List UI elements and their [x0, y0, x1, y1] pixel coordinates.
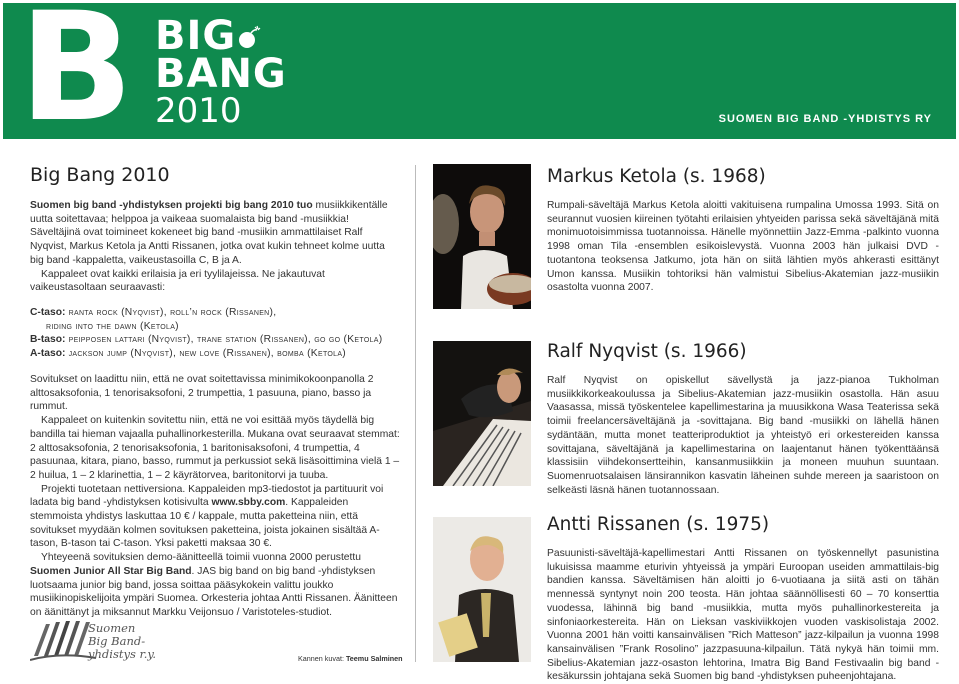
bio-text-ralf-nyqvist: Ralf Nyqvist on opiskellut sävellystä ja jazz-pianoa Tukholman musiikkikorkeakoulussa ja Sibelius-Akatemian jazz-musiikin osastolla. Hän asuu Vaasassa, missä työskentelee kapellimestarina ja muusikkona Wasa Teaterissa sekä toimii freelancersäveltäjänä ja -sovittajana. Big band -musiikki on lähellä hänen sydäntään, mutta monet teatteriproduktiot ja yhteistyö eri orkestereiden kanssa sovittajana, säveltäjänä ja kapellimestarina on laajentanut hänen työkenttäänsä klassisiin viihdekonsertteihin, kansanmusiikkiin ja moneen muuhun suuntaan. Suomenruotsalaisen länsirannikon kasvatin läheinen suhde mereen ja saaristoon on selkeästi läsnä hänen tuotannossaan.: [547, 375, 939, 496]
intro-section: [30, 199, 400, 295]
download-text: Projekti tuotetaan nettiversiona. Kappaleiden mp3-tiedostot ja partituurit voi ladata big band -yhdistyksen kotisivulta: [30, 483, 384, 509]
header-banner: [3, 0, 956, 155]
credit-name: Teemu Salminen: [345, 654, 403, 663]
logo-text-line3: yhdistys r.y.: [88, 647, 157, 661]
column-divider: [415, 165, 416, 662]
logo-text-line1: Suomen: [88, 621, 136, 635]
paragraph-levels: Kappaleet ovat kaikki erilaisia ja eri tyylilajeissa. Ne jakautuvat vaikeustasoltaan seuraavasti:: [30, 268, 325, 294]
intro-paragraph: [30, 199, 400, 268]
photo-ralf-nyqvist: [433, 341, 531, 486]
logo-text-line2: Big Band-: [88, 634, 146, 648]
logo-year: 2010: [155, 91, 242, 131]
level-b: [30, 333, 398, 347]
logo-line-bang: BANG: [155, 51, 287, 97]
bio-title-ralf-nyqvist: Ralf Nyqvist (s. 1966): [547, 341, 747, 362]
bio-title-antti-rissanen: Antti Rissanen (s. 1975): [547, 514, 770, 535]
demo-band-name: Suomen Junior All Star Big Band: [30, 565, 192, 577]
bio-title-markus-ketola: Markus Ketola (s. 1968): [547, 166, 766, 187]
download-text-cont: . Kappaleiden stemmoista yhdistys laskuttaa 10 € / kappale, mutta paketteina niin, että sovitukset myydään kolmen sovituksen paketteina, joista jokainen sisältää A-tason, B-tason tai C-tason. Yksi paketti maksaa 30 €.: [30, 497, 380, 550]
level-c-label: C-taso:: [30, 307, 66, 318]
bio-text-antti-rissanen: Pasuunisti-säveltäjä-kapellimestari Antti Rissanen on työskennellyt pasunistina lukuisissa maamme eturivin yhtyeissä ja ympäri Euroopan useiden ammattilais-big bandien kanssa. Säveltämisen hän aloitti jo 6-vuotiaana ja siitä asti on tähän mennessä syntynyt noin 200 teosta. Hän johtaa säännöllisesti 60 – 70 konserttia vuodessa, lähinnä big band -musiikkia, mutta myös puhallinorkestereita ja sinfoniaorkestereita. Hän on Lieksan vaskiviikkojen vuoden vaskisolistaja 2002. Vuonna 2001 hän voitti kansainvälisen ”Rich Matteson” jazz-kilpailun ja vuonna 1998 kansainvälisen ”Frank Rosolino” jazzpasuuna-kilpailun. Tätä nykyä hän toimii mm. Sibelius-Akatemian jazz-osaston lehtorina, Imatra Big Band Festivaalin big band -kesäkurssin johtajana sekä Suomen big band -yhdistyksen puheenjohtajana.: [547, 548, 939, 683]
demo-text-cont: . JAS big band on big band -yhdistyksen luotsaama junior big band, jossa soittaa pääsykokein valittu joukko musiikinopiskelijoita ympäri Suomea. Orkesteria johtaa Antti Rissanen. Äänitteen on äänittänyt ja miksannut Markku Veijonsuo / Varistoteles-studiot.: [30, 565, 398, 618]
level-c: [30, 306, 398, 320]
paragraph-download: [30, 483, 400, 552]
demo-text: Yhteyeenä sovituksien demo-äänitteellä toimii vuonna 2000 perustettu: [41, 552, 361, 564]
logo-line-big: BIG: [155, 13, 237, 59]
logo-text: [88, 622, 156, 661]
big-b-letter: B: [19, 0, 134, 155]
bomb-icon: [237, 25, 261, 49]
intro-text: musiikkikentälle uutta soitettavaa; helppoa ja vaikeaa suomalaista big band -musiikkia! Säveltäjinä ovat toimineet kokeneet big band -musiikin ammattilaiset Ralf Nyqvist, Markus Ketola ja Antti Rissanen, jotka ovat kukin tehneet kolme uutta big band -kappaletta, vaikeustasoilla C, B ja A.: [30, 200, 388, 266]
paragraph-arrangements: Sovitukset on laadittu niin, että ne ovat soitettavissa minimikokoonpanolla 2 alttosaksofonia, 1 tenorisaksofoni, 2 trumpettia, 1 pasuuna, piano, basso ja rummut.: [30, 374, 374, 413]
page-title: Big Bang 2010: [30, 164, 170, 186]
level-a-text: jackson jump (Nyqvist), new love (Rissanen), bomba (Ketola): [65, 348, 347, 360]
level-c-text-cont: riding into the dawn (Ketola): [46, 320, 179, 332]
bio-text-markus-ketola: Rumpali-säveltäjä Markus Ketola aloitti vakituisena rumpalina Umossa 1993. Sitä on seurannut vuosien kiireinen työtahti erilaisien yhtyeiden parissa sekä säveltäjänä mitä monimuotoisimmissa tuotannoissa. Hänelle myönnettiin Jazz-Emma -palkinto vuonna 1998 oman Tila -ensemblen esikoislevystä. Vuonna 2003 hän julkaisi DVD -tuotantona teoksensa Jatkumo, jota hän on siitä lähtien myös ahkerasti esittänyt Umon kanssa. Musiikin tohtoriksi hän valmistui Sibelius-Akatemian jazz-musiikin osastolta vuonna 2007.: [547, 200, 939, 294]
level-a: [30, 347, 398, 361]
paragraph-parts: Kappaleet on kuitenkin sovitettu niin, että ne voi esittää myös täydellä big bandilla tai hieman vajaalla puhallinorkesterilla. Mukana ovat seuraavat stemmat: 2 alttosaksofonia, 2 tenorisaksofonia, 1 baritonisaksofoni, 4 trumpettia, 4 pasuunaa, kitara, piano, basso, rummut ja perkussiot sekä lisäsoittimina vielä 1 – 2 huilua, 1 – 2 klarinettia, 1 – 2 käyrätorvea, baritonitorvi ja tuuba.: [30, 415, 400, 481]
website-link[interactable]: www.sbby.com: [211, 497, 286, 509]
photo-antti-rissanen: [433, 517, 531, 662]
level-a-label: A-taso:: [30, 348, 66, 360]
big-bang-logo: [155, 13, 287, 131]
level-c-text: ranta rock (Nyqvist), roll’n rock (Rissanen),: [65, 307, 277, 318]
credit-label: Kannen kuvat:: [298, 654, 346, 663]
level-b-text: peipposen lattari (Nyqvist), trane station (Rissanen), go go (Ketola): [65, 334, 383, 346]
details-section: [30, 373, 400, 620]
intro-bold: Suomen big band -yhdistyksen projekti big bang 2010 tuo: [30, 200, 313, 211]
level-b-label: B-taso:: [30, 334, 66, 346]
association-name: SUOMEN BIG BAND -YHDISTYS RY: [718, 113, 932, 125]
paragraph-demo: [30, 551, 400, 620]
photo-credit: [298, 654, 403, 663]
level-list: [30, 306, 398, 361]
photo-markus-ketola: [433, 164, 531, 309]
association-logo: [30, 616, 190, 664]
